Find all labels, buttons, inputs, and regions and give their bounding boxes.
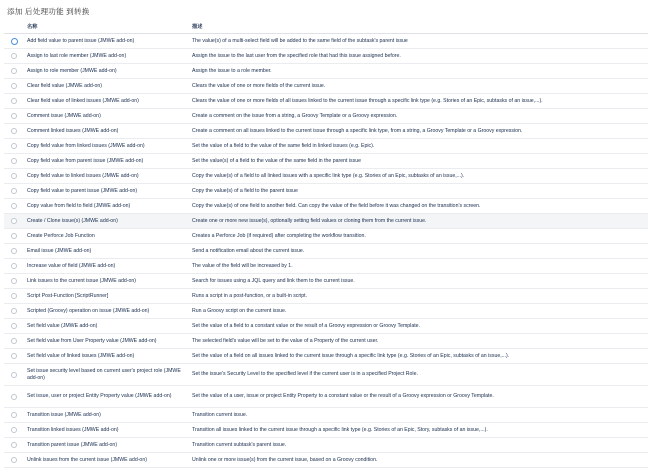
table-row[interactable] bbox=[4, 124, 648, 139]
row-radio-cell bbox=[4, 184, 27, 199]
table-row[interactable] bbox=[4, 304, 648, 319]
row-name: Set issue, user or project Entity Property value (JMWE add-on) bbox=[27, 386, 192, 408]
select-radio[interactable] bbox=[11, 38, 18, 45]
row-name: Script Post-Function [ScriptRunner] bbox=[27, 289, 192, 304]
row-description: Copy the value(s) of one field to another field. Can copy the value of the field before it was changed on the transition's screen. bbox=[192, 199, 648, 214]
table-row[interactable] bbox=[4, 139, 648, 154]
row-description: Set the value of a user, issue or project Entity Property to a constant value or the result of a Groovy expression or Groovy Template. bbox=[192, 386, 648, 408]
row-radio-cell bbox=[4, 214, 27, 229]
select-radio[interactable] bbox=[11, 308, 17, 314]
select-radio[interactable] bbox=[11, 263, 17, 269]
table-row[interactable] bbox=[4, 214, 648, 229]
row-description: Clears the value of one or more fields of all issues linked to the current issue through a specific link type (e.g. Stories of an Epic, subtasks of an issue,...). bbox=[192, 94, 648, 109]
select-radio[interactable] bbox=[11, 128, 17, 134]
select-radio[interactable] bbox=[11, 83, 17, 89]
row-description: Transition all issues linked to the current issue through a specific link type (e.g. Stories of an Epic, Story, subtasks of an issue,...). bbox=[192, 423, 648, 438]
row-name: Clear field value (JMWE add-on) bbox=[27, 79, 192, 94]
row-radio-cell bbox=[4, 304, 27, 319]
select-radio[interactable] bbox=[11, 113, 17, 119]
select-radio[interactable] bbox=[11, 143, 17, 149]
row-radio-cell bbox=[4, 408, 27, 423]
row-name: Assign to role member (JMWE add-on) bbox=[27, 64, 192, 79]
row-name: Clear field value of linked issues (JMWE add-on) bbox=[27, 94, 192, 109]
select-radio[interactable] bbox=[11, 412, 17, 418]
row-name: Create Perforce Job Function bbox=[27, 229, 192, 244]
select-radio[interactable] bbox=[11, 248, 17, 254]
select-radio[interactable] bbox=[11, 233, 17, 239]
select-radio[interactable] bbox=[11, 173, 17, 179]
row-description: Runs a script in a post-function, or a built-in script. bbox=[192, 289, 648, 304]
row-description: Search for issues using a JQL query and link them to the current issue. bbox=[192, 274, 648, 289]
select-radio[interactable] bbox=[11, 353, 17, 359]
row-description: Transition current issue. bbox=[192, 408, 648, 423]
row-radio-cell bbox=[4, 79, 27, 94]
select-radio[interactable] bbox=[11, 53, 17, 59]
table-row[interactable] bbox=[4, 423, 648, 438]
row-description: Create one or more new issue(s), optionally setting field values or cloning them from the current issue. bbox=[192, 214, 648, 229]
table-row[interactable] bbox=[4, 364, 648, 386]
select-radio[interactable] bbox=[11, 203, 17, 209]
select-radio[interactable] bbox=[11, 372, 17, 378]
table-row[interactable] bbox=[4, 334, 648, 349]
row-description: Assign the issue to a role member. bbox=[192, 64, 648, 79]
table-row[interactable] bbox=[4, 408, 648, 423]
row-name: Unlink issues from the current issue (JMWE add-on) bbox=[27, 453, 192, 468]
select-radio[interactable] bbox=[11, 394, 17, 400]
row-name: Assign to last role member (JMWE add-on) bbox=[27, 49, 192, 64]
row-description: Unlink one or more issue(s) from the current issue, based on a Groovy condition. bbox=[192, 453, 648, 468]
row-name: Set issue security level based on current user's project role (JMWE add-on) bbox=[27, 364, 192, 386]
row-description: Set the value of a field to a constant value or the result of a Groovy expression or Groovy Template. bbox=[192, 319, 648, 334]
select-radio[interactable] bbox=[11, 338, 17, 344]
row-description: Assign the issue to the last user from the specified role that had this issue assigned before. bbox=[192, 49, 648, 64]
table-row[interactable] bbox=[4, 274, 648, 289]
row-radio-cell bbox=[4, 386, 27, 408]
row-description: Send a notification email about the current issue. bbox=[192, 244, 648, 259]
row-radio-cell bbox=[4, 169, 27, 184]
row-name: Link issues to the current issue (JMWE add-on) bbox=[27, 274, 192, 289]
header-radio bbox=[4, 20, 27, 34]
row-description: Create a comment on the issue from a string, a Groovy Template or a Groovy expression. bbox=[192, 109, 648, 124]
row-name: Copy field value from linked issues (JMWE add-on) bbox=[27, 139, 192, 154]
row-name: Comment issue (JMWE add-on) bbox=[27, 109, 192, 124]
row-radio-cell bbox=[4, 423, 27, 438]
table-row[interactable] bbox=[4, 199, 648, 214]
table-header-row bbox=[4, 20, 648, 34]
row-radio-cell bbox=[4, 289, 27, 304]
row-name: Increase value of field (JMWE add-on) bbox=[27, 259, 192, 274]
row-description: Set the value of a field to the value of the same field in linked issues (e.g. Epic). bbox=[192, 139, 648, 154]
table-row[interactable] bbox=[4, 79, 648, 94]
row-name: Add field value to parent issue (JMWE add-on) bbox=[27, 34, 192, 49]
row-radio-cell bbox=[4, 259, 27, 274]
row-radio-cell bbox=[4, 34, 27, 49]
select-radio[interactable] bbox=[11, 427, 17, 433]
row-radio-cell bbox=[4, 364, 27, 386]
row-radio-cell bbox=[4, 453, 27, 468]
row-description: Run a Groovy script on the current issue. bbox=[192, 304, 648, 319]
table-row[interactable] bbox=[4, 169, 648, 184]
row-radio-cell bbox=[4, 334, 27, 349]
row-description: The value of the field will be increased by 1. bbox=[192, 259, 648, 274]
table-row[interactable] bbox=[4, 64, 648, 79]
row-radio-cell bbox=[4, 124, 27, 139]
row-radio-cell bbox=[4, 139, 27, 154]
table-row[interactable] bbox=[4, 229, 648, 244]
row-name: Transition parent issue (JMWE add-on) bbox=[27, 438, 192, 453]
row-radio-cell bbox=[4, 244, 27, 259]
select-radio[interactable] bbox=[11, 98, 17, 104]
table-row[interactable] bbox=[4, 109, 648, 124]
table-row[interactable] bbox=[4, 438, 648, 453]
row-name: Transition linked issues (JMWE add-on) bbox=[27, 423, 192, 438]
row-name: Copy value from field to field (JMWE add-on) bbox=[27, 199, 192, 214]
table-row[interactable] bbox=[4, 453, 648, 468]
select-radio[interactable] bbox=[11, 457, 17, 463]
row-name: Set field value of linked issues (JMWE add-on) bbox=[27, 349, 192, 364]
table-row[interactable] bbox=[4, 49, 648, 64]
row-description: Set the value(s) of a field to the value of the same field in the parent issue bbox=[192, 154, 648, 169]
table-row[interactable] bbox=[4, 94, 648, 109]
row-description: Copy the value(s) of a field to the parent issue bbox=[192, 184, 648, 199]
row-name: Set field value (JMWE add-on) bbox=[27, 319, 192, 334]
row-description: Create a comment on all issues linked to the current issue through a specific link type, from a string, a Groovy Template or a Groovy expression. bbox=[192, 124, 648, 139]
row-radio-cell bbox=[4, 229, 27, 244]
row-radio-cell bbox=[4, 109, 27, 124]
row-radio-cell bbox=[4, 349, 27, 364]
row-radio-cell bbox=[4, 154, 27, 169]
row-radio-cell bbox=[4, 49, 27, 64]
table-row[interactable] bbox=[4, 184, 648, 199]
table-row[interactable] bbox=[4, 386, 648, 408]
row-name: Set field value from User Property value (JMWE add-on) bbox=[27, 334, 192, 349]
row-description: Copy the value(s) of a field to all linked issues with a specific link type (e.g. Stories of an Epic, subtasks of an issue,...). bbox=[192, 169, 648, 184]
table-row[interactable] bbox=[4, 259, 648, 274]
row-description: The value(s) of a multi-select field will be added to the same field of the subtask's parent issue bbox=[192, 34, 648, 49]
select-radio[interactable] bbox=[11, 323, 17, 329]
table-row[interactable] bbox=[4, 244, 648, 259]
row-name: Copy field value to linked issues (JMWE add-on) bbox=[27, 169, 192, 184]
post-function-table bbox=[4, 20, 648, 468]
row-radio-cell bbox=[4, 438, 27, 453]
page-title: 添加 后处理功能 到转换 bbox=[7, 7, 90, 16]
header-name: 名称 bbox=[27, 20, 192, 34]
table-row[interactable] bbox=[4, 319, 648, 334]
row-name: Email issue (JMWE add-on) bbox=[27, 244, 192, 259]
row-description: The selected field's value will be set to the value of a Property of the current user. bbox=[192, 334, 648, 349]
header-description: 描述 bbox=[192, 20, 648, 34]
select-radio[interactable] bbox=[11, 158, 17, 164]
table-row[interactable] bbox=[4, 349, 648, 364]
row-description: Set the issue's Security Level to the specified level if the current user is in a specified Project Role. bbox=[192, 364, 648, 386]
row-radio-cell bbox=[4, 319, 27, 334]
row-name: Copy field value to parent issue (JMWE add-on) bbox=[27, 184, 192, 199]
select-radio[interactable] bbox=[11, 218, 17, 224]
row-description: Creates a Perforce Job (if required) after completing the workflow transition. bbox=[192, 229, 648, 244]
row-name: Copy field value from parent issue (JMWE add-on) bbox=[27, 154, 192, 169]
row-radio-cell bbox=[4, 64, 27, 79]
select-radio[interactable] bbox=[11, 293, 17, 299]
row-name: Create / Clone issue(s) (JMWE add-on) bbox=[27, 214, 192, 229]
row-name: Scripted (Groovy) operation on issue (JMWE add-on) bbox=[27, 304, 192, 319]
row-name: Transition issue (JMWE add-on) bbox=[27, 408, 192, 423]
row-description: Set the value of a field on all issues linked to the current issue through a specific link type (e.g. Stories of an Epic, subtasks of an issue,...). bbox=[192, 349, 648, 364]
row-description: Clears the value of one or more fields of the current issue. bbox=[192, 79, 648, 94]
select-radio[interactable] bbox=[11, 188, 17, 194]
table-row[interactable] bbox=[4, 34, 648, 49]
row-description: Transition current subtask's parent issue. bbox=[192, 438, 648, 453]
select-radio[interactable] bbox=[11, 442, 17, 448]
row-radio-cell bbox=[4, 199, 27, 214]
row-name: Comment linked issues (JMWE add-on) bbox=[27, 124, 192, 139]
row-radio-cell bbox=[4, 94, 27, 109]
table-row[interactable] bbox=[4, 154, 648, 169]
select-radio[interactable] bbox=[11, 68, 17, 74]
row-radio-cell bbox=[4, 274, 27, 289]
select-radio[interactable] bbox=[11, 278, 17, 284]
table-row[interactable] bbox=[4, 289, 648, 304]
